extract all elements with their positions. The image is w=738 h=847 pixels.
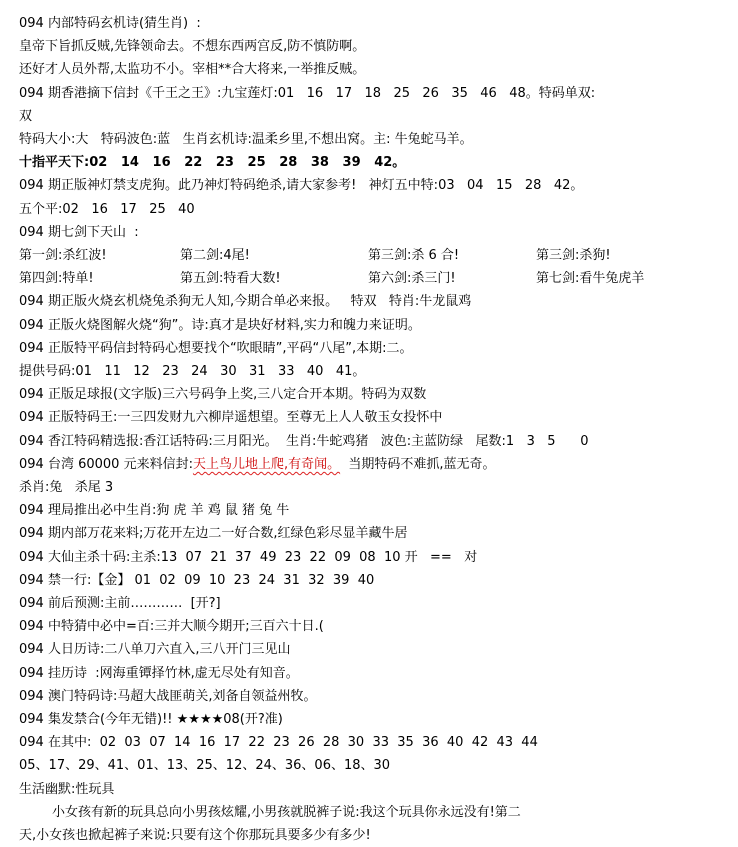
text-line — [0, 267, 738, 290]
text-line — [0, 546, 738, 569]
text-segment: 当期特码不难抓,蓝无奇。 — [340, 456, 496, 472]
sword-item: 第五剑:特看大数! — [180, 271, 281, 287]
line-text: 094 内部特码玄机诗(猜生肖) : — [19, 16, 201, 31]
text-line — [0, 801, 738, 824]
text-line — [0, 592, 738, 615]
text-segment: 094 台湾 60000 元来料信封: — [19, 456, 193, 472]
text-line — [0, 685, 738, 708]
line-text: 094 在其中: 02 03 07 14 16 17 22 23 26 28 30 33 35 36 40 42 43 44 — [19, 735, 538, 751]
text-line — [0, 615, 738, 638]
text-line — [0, 754, 738, 777]
line-text: 094 香江特码精选报:香江话特码:三月阳光。 生肖:牛蛇鸡猪 波色:主蓝防绿 尾数:1 3 5 0 — [19, 433, 589, 449]
text-line — [0, 337, 738, 360]
text-line — [0, 314, 738, 337]
sword-item: 第四剑:特单! — [19, 271, 94, 287]
text-line — [0, 731, 738, 754]
text-line — [0, 406, 738, 429]
text-line — [0, 476, 738, 499]
line-text: 杀肖:兔 杀尾 3 — [19, 480, 114, 495]
text-line — [0, 499, 738, 522]
text-line — [0, 522, 738, 545]
line-text: 生活幽默:性玩具 — [19, 781, 115, 797]
text-line — [0, 708, 738, 731]
line-text: 皇帝下旨抓反贼,先锋领命去。不想东西两宫反,防不慎防啊。 — [19, 39, 366, 55]
line-text: 094 理局推出必中生肖:狗 虎 羊 鸡 鼠 猪 兔 牛 — [19, 503, 290, 519]
line-text: 十指平天下:02 14 16 22 23 25 28 38 39 42。 — [19, 155, 406, 171]
sword-item: 第二剑:4尾! — [180, 248, 250, 263]
text-line — [0, 824, 738, 847]
line-text: 094 期七剑下天山 : — [19, 224, 139, 240]
text-line — [0, 105, 738, 128]
line-text: 094 澳门特码诗:马超大战匪萌关,刘备自领益州牧。 — [19, 688, 317, 704]
line-text: 094 集发禁合(今年无错)!! ★★★★08(开?准) — [19, 712, 283, 727]
line-text: 094 正版足球报(文字版)三六号码争上奖,三八定合开本期。特码为双数 — [19, 387, 427, 403]
text-line — [0, 430, 738, 453]
text-line — [0, 778, 738, 801]
sword-item: 第三剑:杀 6 合! — [368, 248, 460, 263]
text-line — [0, 174, 738, 197]
line-text: 双 — [19, 108, 33, 124]
text-line — [0, 662, 738, 685]
text-line — [0, 221, 738, 244]
text-line — [0, 58, 738, 81]
underlined-phrase: 天上鸟儿地上爬,有奇闻。 — [192, 456, 341, 472]
line-text: 094 期香港摘下信封《千王之王》:九宝莲灯:01 16 17 18 25 26 35 46 48。特码单双: — [19, 85, 596, 101]
text-line — [0, 244, 738, 267]
sword-item: 第三剑:杀狗! — [536, 248, 611, 263]
sword-item: 第一剑:杀红波! — [19, 248, 107, 263]
line-text: 094 正版特码王:一三四发财九六柳岸遥想望。至尊无上人人敬玉女投怀中 — [19, 410, 443, 426]
line-text: 094 人日历诗:二八单刀六直入,三八开门三见山 — [19, 642, 291, 658]
text-line — [0, 12, 738, 35]
line-text: 天,小女孩也掀起裤子来说:只要有这个你那玩具要多少有多少! — [19, 828, 371, 843]
line-text: 094 期正版神灯禁支虎狗。此乃神灯特码绝杀,请大家参考! 神灯五中特:03 04 15 28 42。 — [19, 178, 584, 194]
line-text: 提供号码:01 11 12 23 24 30 31 33 40 41。 — [19, 364, 366, 379]
line-text: 094 正版特平码信封特码心想要找个“吹眼睛”,平码“八尾”,本期:二。 — [19, 340, 413, 356]
line-text: 还好才人员外帮,太监功不小。宰相**合大将来,一举推反贼。 — [19, 62, 366, 78]
sword-item: 第七剑:看牛兔虎羊 — [536, 271, 645, 287]
line-text: 五个平:02 16 17 25 40 — [19, 201, 195, 217]
line-text: 05、17、29、41、01、13、25、12、24、36、06、18、30 — [19, 758, 391, 774]
text-line — [0, 638, 738, 661]
text-line — [0, 360, 738, 383]
text-line — [0, 290, 738, 313]
line-text: 094 前后预测:主前………… [开?] — [19, 596, 221, 611]
line-text: 094 正版火烧图解火烧“狗”。诗:真才是块好材料,实力和魄力来证明。 — [19, 317, 421, 333]
text-line — [0, 128, 738, 151]
line-text: 小女孩有新的玩具总向小男孩炫耀,小男孩就脱裤子说:我这个玩具你永远没有!第二 — [19, 804, 521, 820]
line-text: 094 期内部万花来料;万花开左边二一好合数,红绿色彩尽显羊藏牛居 — [19, 526, 408, 542]
text-line — [0, 453, 738, 476]
line-text: 特码大小:大 特码波色:蓝 生肖玄机诗:温柔乡里,不想出窝。主: 牛兔蛇马羊。 — [19, 132, 473, 147]
text-line — [0, 198, 738, 221]
text-line — [0, 383, 738, 406]
line-text: 094 挂历诗 :网海重镡择竹林,虚无尽处有知音。 — [19, 665, 299, 681]
text-line — [0, 82, 738, 105]
line-text: 094 大仙主杀十码:主杀:13 07 21 37 49 23 22 09 08 10 开 == 对 — [19, 549, 478, 565]
line-text: 094 期正版火烧玄机烧兔杀狗无人知,今期合单必来报。 特双 特肖:牛龙鼠鸡 — [19, 294, 472, 310]
text-line — [0, 151, 738, 174]
line-text: 094 中特猜中必中=百:三并大顺今期开;三百六十日.( — [19, 619, 324, 635]
text-line — [0, 569, 738, 592]
sword-item: 第六剑:杀三门! — [368, 271, 456, 287]
text-line — [0, 35, 738, 58]
line-text: 094 禁一行:【金】 01 02 09 10 23 24 31 32 39 40 — [19, 572, 375, 588]
